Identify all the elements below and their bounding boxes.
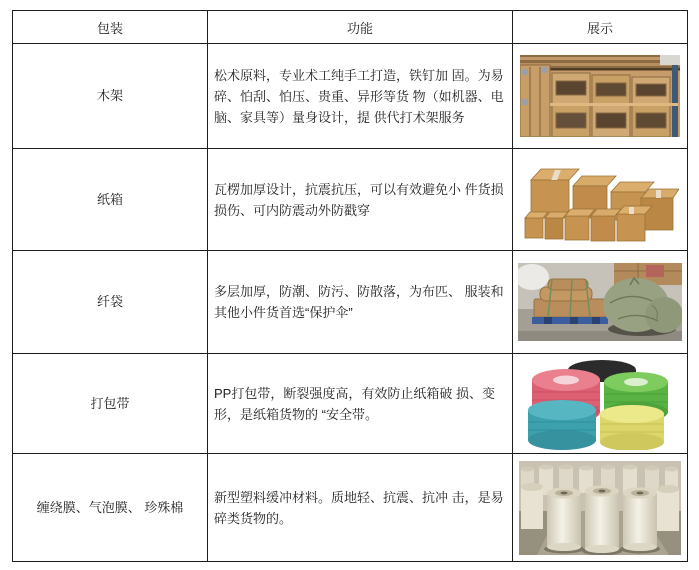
packaging-name: 缠绕膜、气泡膜、 珍殊棉 — [13, 454, 208, 562]
woven-bags-photo — [518, 263, 682, 341]
function-text: 新型塑料缓冲材料。质地轻、抗震、抗冲 击，是易碎类货物的。 — [208, 454, 513, 562]
photo-cell — [513, 44, 688, 149]
header-row — [13, 11, 688, 44]
wooden-crates-photo — [520, 55, 680, 137]
packaging-table — [12, 10, 688, 562]
table-row — [13, 454, 688, 562]
packaging-name: 纤袋 — [13, 251, 208, 354]
photo-cell — [513, 251, 688, 354]
function-text: PP打包带，断裂强度高，有效防止纸箱破 损、变形，是纸箱货物的 “安全带。 — [208, 354, 513, 454]
table-row — [13, 44, 688, 149]
header-display: 展示 — [513, 11, 688, 44]
photo-cell — [513, 454, 688, 562]
table-row — [13, 354, 688, 454]
film-rolls-photo — [519, 461, 681, 555]
table-row — [13, 251, 688, 354]
header-function: 功能 — [208, 11, 513, 44]
packaging-name: 木架 — [13, 44, 208, 149]
function-text: 多层加厚，防潮、防污、防散落，为布匹、 服装和其他小件货首选“保护伞” — [208, 251, 513, 354]
packaging-name: 纸箱 — [13, 149, 208, 251]
function-text: 瓦楞加厚设计，抗震抗压，可以有效避免小 件货损损伤、可内防震动外防戳穿 — [208, 149, 513, 251]
table-row — [13, 149, 688, 251]
photo-cell — [513, 354, 688, 454]
packaging-name: 打包带 — [13, 354, 208, 454]
photo-cell — [513, 149, 688, 251]
function-text: 松术原料，专业术工纯手工打造，铁钉加 固。为易碎、怕刮、怕压、贵重、异形等货 物（如机器、电脑、家具等）量身设计，提 供代打术架服务 — [208, 44, 513, 149]
header-packaging: 包装 — [13, 11, 208, 44]
strap-rolls-photo — [520, 358, 680, 450]
cardboard-boxes-photo — [521, 156, 679, 244]
